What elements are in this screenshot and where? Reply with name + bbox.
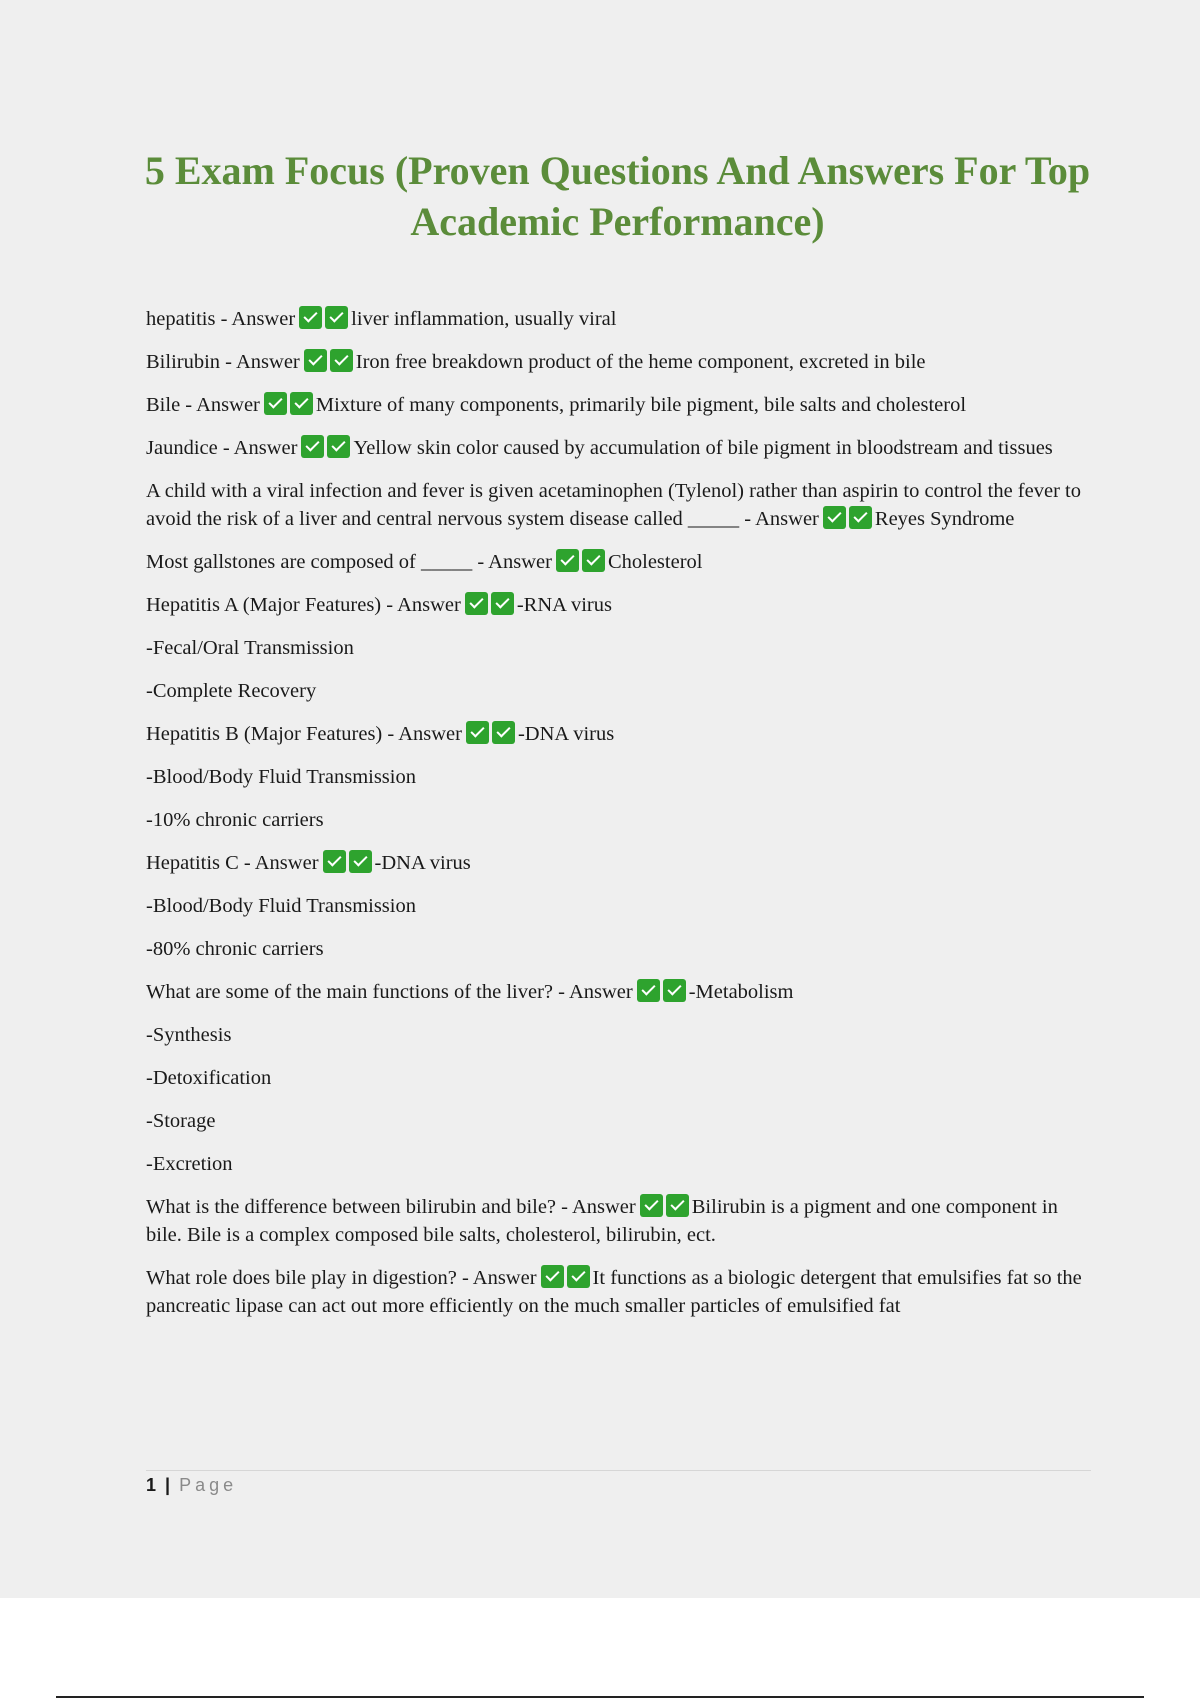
qa-item [146, 391, 1086, 419]
footer-separator: | [165, 1475, 171, 1495]
check-mark-icon [465, 592, 488, 615]
check-marks [556, 548, 608, 576]
qa-item [146, 720, 1086, 748]
check-marks [466, 720, 518, 748]
check-marks [823, 505, 875, 533]
question-text: Hepatitis B (Major Features) - Answer [146, 723, 462, 745]
qa-item [146, 849, 1086, 877]
check-mark-icon [299, 306, 322, 329]
page-label: Page [179, 1475, 238, 1495]
answer-text: Bilirubin is a pigment and one component in bile. Bile is a complex composed bile salts, cholesterol, bilirubin, ect. [146, 1196, 1058, 1246]
question-text: Bilirubin - Answer [146, 351, 300, 373]
answer-text: Mixture of many components, primarily bile pigment, bile salts and cholesterol [315, 394, 967, 416]
check-mark-icon [666, 1194, 689, 1217]
answer-continuation-line: -Blood/Body Fluid Transmission [146, 766, 416, 788]
qa-item [146, 591, 1086, 619]
check-marks [465, 591, 517, 619]
check-mark-icon [349, 850, 372, 873]
check-marks [264, 391, 316, 419]
check-mark-icon [582, 549, 605, 572]
check-marks [301, 434, 353, 462]
check-mark-icon [491, 592, 514, 615]
check-mark-icon [323, 850, 346, 873]
check-mark-icon [290, 392, 313, 415]
answer-continuation-line: -Complete Recovery [146, 680, 317, 702]
answer-text: -DNA virus [517, 723, 615, 745]
question-text: Bile - Answer [146, 394, 260, 416]
question-text: Jaundice - Answer [146, 437, 298, 459]
footer-divider [146, 1470, 1091, 1471]
answer-continuation-line: -Blood/Body Fluid Transmission [146, 895, 416, 917]
answer-continuation-line: -Storage [146, 1110, 216, 1132]
answer-continuation-line: -Fecal/Oral Transmission [146, 637, 354, 659]
question-text: What are some of the main functions of the liver? - Answer [146, 981, 633, 1003]
bottom-divider [56, 1696, 1144, 1698]
question-text: Hepatitis C - Answer [146, 852, 319, 874]
check-mark-icon [304, 349, 327, 372]
check-mark-icon [330, 349, 353, 372]
check-mark-icon [663, 979, 686, 1002]
qa-item [146, 434, 1086, 462]
page-footer [146, 1475, 237, 1496]
answer-text: Iron free breakdown product of the heme component, excreted in bile [355, 351, 926, 373]
check-mark-icon [466, 721, 489, 744]
answer-text: Cholesterol [607, 551, 703, 573]
answer-text: liver inflammation, usually viral [351, 308, 617, 330]
check-mark-icon [325, 306, 348, 329]
check-mark-icon [823, 506, 846, 529]
check-mark-icon [637, 979, 660, 1002]
answer-continuation-line: -Excretion [146, 1153, 233, 1175]
answer-text: -RNA virus [516, 594, 612, 616]
check-mark-icon [264, 392, 287, 415]
question-text: What role does bile play in digestion? - Answer [146, 1267, 537, 1289]
check-marks [304, 348, 356, 376]
answer-continuation-line: -10% chronic carriers [146, 809, 324, 831]
qa-item [146, 1193, 1086, 1249]
check-marks [541, 1264, 593, 1292]
check-marks [637, 978, 689, 1006]
question-text: hepatitis - Answer [146, 308, 296, 330]
answer-text: -DNA virus [374, 852, 471, 874]
check-marks [323, 849, 375, 877]
page-number: 1 [146, 1475, 157, 1495]
answer-text: Reyes Syndrome [874, 508, 1015, 530]
answer-text: -Metabolism [688, 981, 794, 1003]
qa-item [146, 1264, 1086, 1320]
qa-list [146, 305, 1086, 1335]
check-mark-icon [327, 435, 350, 458]
check-mark-icon [492, 721, 515, 744]
check-marks [640, 1193, 692, 1221]
check-mark-icon [640, 1194, 663, 1217]
qa-item [146, 348, 1086, 376]
question-text: Hepatitis A (Major Features) - Answer [146, 594, 461, 616]
question-text: Most gallstones are composed of _____ - Answer [146, 551, 552, 573]
check-marks [299, 305, 351, 333]
check-mark-icon [849, 506, 872, 529]
qa-item [146, 548, 1086, 576]
check-mark-icon [567, 1265, 590, 1288]
check-mark-icon [556, 549, 579, 572]
qa-item [146, 978, 1086, 1006]
answer-text: Yellow skin color caused by accumulation of bile pigment in bloodstream and tissues [353, 437, 1053, 459]
answer-text: It functions as a biologic detergent that emulsifies fat so the pancreatic lipase can act out more efficiently on the much smaller particles of emulsified fat [146, 1267, 1082, 1317]
document-title: 5 Exam Focus (Proven Questions And Answers For Top Academic Performance) [144, 148, 1091, 244]
answer-continuation-line: -Synthesis [146, 1024, 232, 1046]
question-text: A child with a viral infection and fever is given acetaminophen (Tylenol) rather than aspirin to control the fever to avoid the risk of a liver and central nervous system disease called _____ - Answer [146, 480, 1081, 530]
question-text: What is the difference between bilirubin and bile? - Answer [146, 1196, 636, 1218]
answer-continuation-line: -80% chronic carriers [146, 938, 324, 960]
answer-continuation-line: -Detoxification [146, 1067, 272, 1089]
qa-item [146, 477, 1086, 533]
qa-item [146, 305, 1086, 333]
check-mark-icon [541, 1265, 564, 1288]
check-mark-icon [301, 435, 324, 458]
